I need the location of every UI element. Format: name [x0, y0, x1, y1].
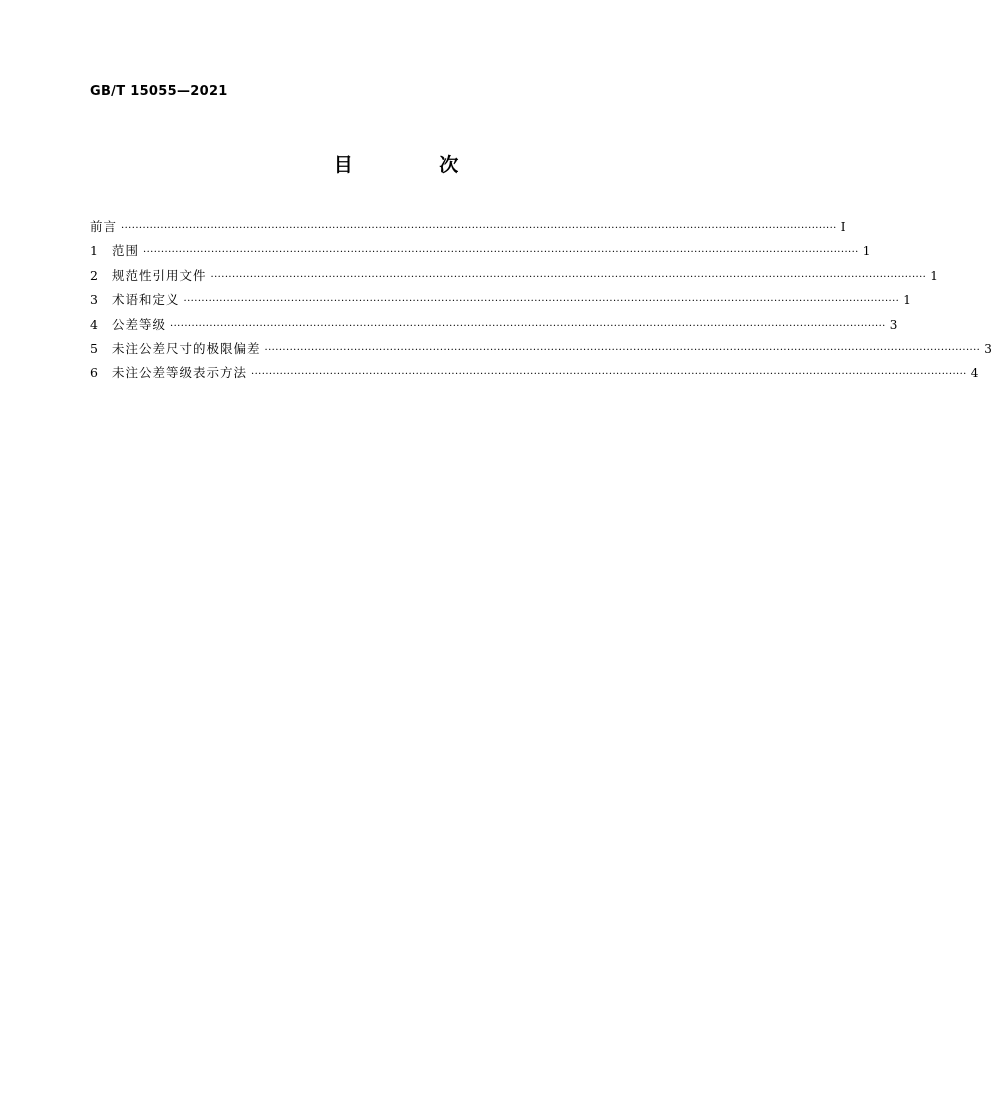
table-of-contents	[90, 218, 992, 389]
toc-entry-page: 1	[930, 268, 938, 283]
toc-entry-number: 4	[90, 316, 98, 332]
toc-entry-normative-references[interactable]	[90, 267, 938, 291]
toc-entry-tolerance-grades[interactable]	[90, 316, 898, 340]
toc-entry-number: 3	[90, 292, 98, 308]
toc-leader-dots: ········································································································································································································	[143, 247, 859, 259]
toc-entry-foreword[interactable]	[90, 218, 846, 242]
toc-entry-limit-deviations[interactable]	[90, 340, 992, 364]
toc-entry-number: 1	[90, 243, 98, 259]
toc-entry-page: 3	[889, 317, 898, 332]
toc-entry-page: Ⅰ	[840, 220, 846, 234]
toc-leader-dots: ········································································································································································································	[170, 320, 886, 332]
toc-entry-label: 公差等级	[112, 316, 167, 332]
toc-title: 目 次	[333, 154, 499, 176]
toc-entry-page: 4	[970, 366, 979, 381]
toc-entry-page: 1	[903, 293, 911, 308]
toc-entry-label: 范围	[112, 243, 140, 259]
toc-entry-number: 6	[90, 365, 98, 381]
toc-entry-page: 1	[862, 244, 871, 259]
toc-leader-dots: ········································································································································································································	[264, 344, 981, 356]
toc-entry-scope[interactable]	[90, 242, 871, 266]
toc-entry-label: 术语和定义	[112, 292, 180, 308]
toc-entry-number: 2	[90, 267, 98, 283]
toc-entry-label: 前言	[90, 219, 118, 234]
toc-entry-label: 规范性引用文件	[112, 267, 207, 283]
toc-entry-designation-method[interactable]	[90, 364, 979, 388]
toc-leader-dots: ········································································································································································································	[210, 271, 927, 283]
toc-entry-label: 未注公差尺寸的极限偏差	[112, 340, 261, 356]
toc-leader-dots: ········································································································································································································	[121, 223, 837, 234]
toc-leader-dots: ········································································································································································································	[183, 296, 900, 308]
document-code: GB/T 15055—2021	[90, 84, 228, 99]
toc-entry-page: 3	[984, 341, 992, 356]
toc-entry-terms-definitions[interactable]	[90, 291, 911, 315]
toc-leader-dots: ········································································································································································································	[251, 369, 967, 381]
toc-entry-number: 5	[90, 340, 98, 356]
toc-entry-label: 未注公差等级表示方法	[112, 365, 248, 381]
